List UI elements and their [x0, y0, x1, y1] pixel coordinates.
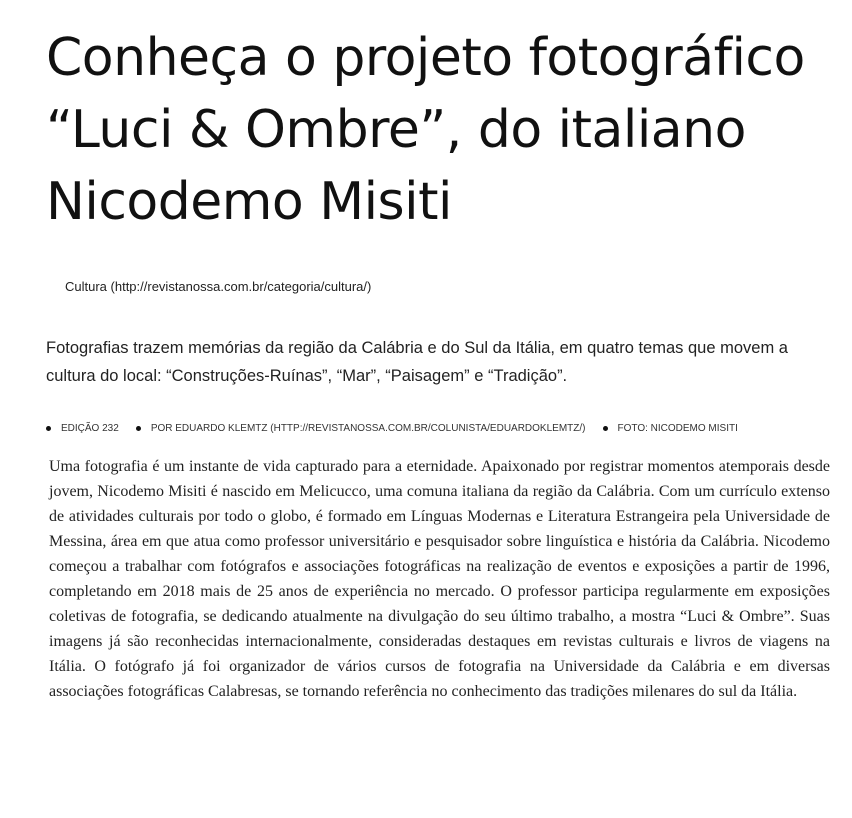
category-link[interactable]: Cultura (http://revistanossa.com.br/categoria/cultura/): [65, 279, 372, 294]
meta-photo: [603, 423, 738, 434]
bullet-icon: [603, 426, 608, 431]
bullet-icon: [46, 426, 51, 431]
meta-author: [136, 423, 586, 434]
meta-edition: [46, 423, 119, 434]
author-link[interactable]: POR EDUARDO KLEMTZ (HTTP://REVISTANOSSA.COM.BR/COLUNISTA/EDUARDOKLEMTZ/): [150, 423, 586, 434]
bullet-icon: [136, 426, 141, 431]
photo-credit: FOTO: NICODEMO MISITI: [617, 423, 738, 434]
article-title: Conheça o projeto fotográfico “Luci & Ombre”, do italiano Nicodemo Misiti: [46, 28, 805, 232]
article-body: Uma fotografia é um instante de vida capturado para a eternidade. Apaixonado por registrar momentos atemporais desde jovem, Nicodemo Misiti é nascido em Melicucco, uma comuna italiana da região da Calábria. Com um currículo extenso de atividades culturais por todo o globo, é formado em Línguas Modernas e Literatura Estrangeira pela Universidade de Messina, área em que atua como professor universitário e pesquisador sobre linguística e história da Calábria. Nicodemo começou a trabalhar com fotógrafos e associações fotográficas na realização de eventos e exposições a partir de 1996, completando em 2018 mais de 25 anos de experiência no mercado. O professor participa regularmente em exposições coletivas de fotografia, se dedicando atualmente na divulgação do seu último trabalho, a mostra “Luci & Ombre”. Suas imagens já são reconhecidas internacionalmente, consideradas destaques em revistas culturais e livros de viagens na Itália. O fotógrafo já foi organizador de vários cursos de fotografia na Universidade da Calábria e em diversas associações fotográficas Calabresas, se tornando referência no conhecimento das tradições milenares do sul da Itália.: [49, 458, 830, 700]
article-lead: Fotografias trazem memórias da região da Calábria e do Sul da Itália, em quatro temas que movem a cultura do local: “Construções-Ruínas”, “Mar”, “Paisagem” e “Tradição”.: [46, 339, 788, 385]
edition-label: EDIÇÃO 232: [61, 423, 119, 434]
article-meta: [46, 423, 846, 434]
